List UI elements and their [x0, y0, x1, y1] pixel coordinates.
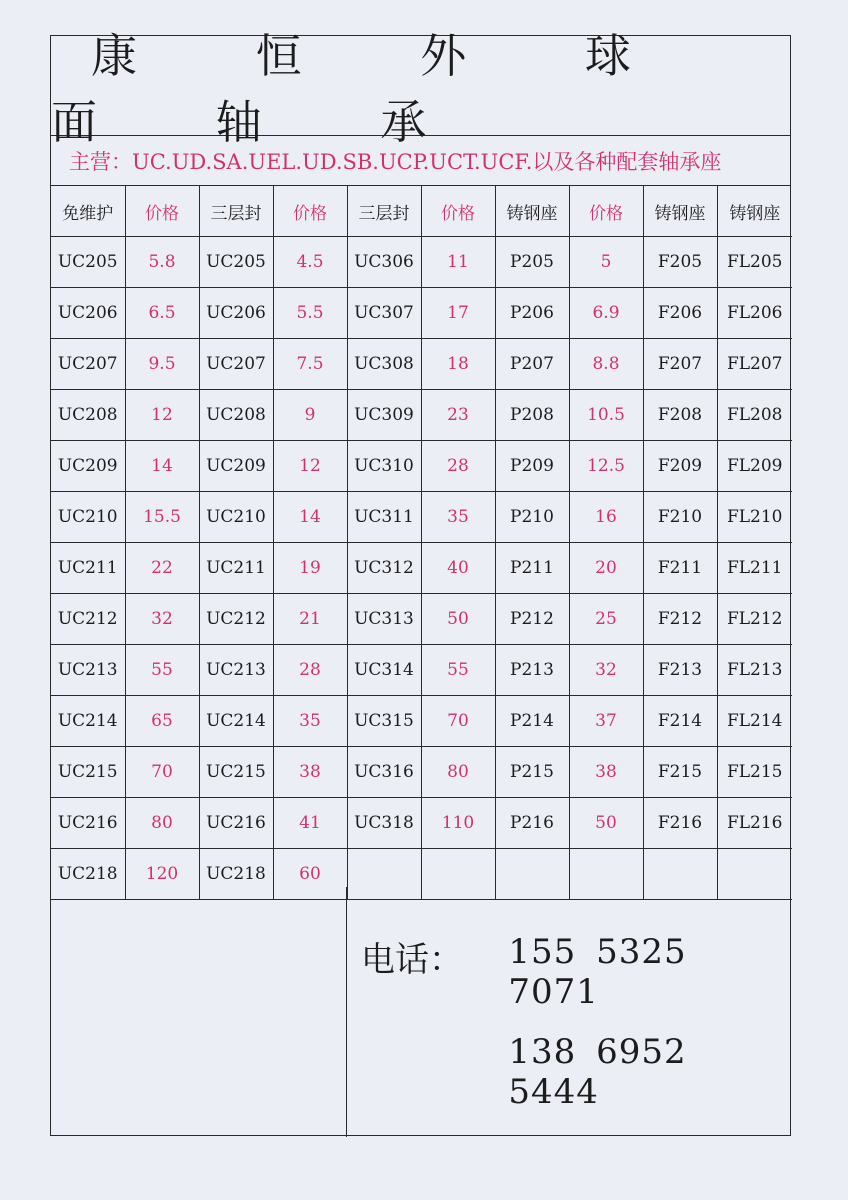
price-cell: 65	[125, 696, 199, 747]
price-cell: 23	[421, 390, 495, 441]
phone-block	[361, 932, 792, 1132]
model-cell: UC312	[347, 543, 421, 594]
model-cell: UC210	[199, 492, 273, 543]
price-cell: 21	[273, 594, 347, 645]
model-cell: P215	[495, 747, 569, 798]
column-header: 三层封	[199, 186, 273, 237]
table-header-row	[51, 186, 792, 237]
price-cell: 80	[421, 747, 495, 798]
model-cell: UC205	[51, 237, 125, 288]
price-cell: 50	[569, 798, 643, 849]
model-cell: F213	[643, 645, 717, 696]
model-cell: F208	[643, 390, 717, 441]
table-row	[51, 390, 792, 441]
model-cell: FL209	[717, 441, 792, 492]
price-cell: 9	[273, 390, 347, 441]
model-cell: UC311	[347, 492, 421, 543]
price-cell: 12	[125, 390, 199, 441]
price-cell: 28	[273, 645, 347, 696]
price-cell: 19	[273, 543, 347, 594]
model-cell: UC314	[347, 645, 421, 696]
model-cell: F216	[643, 798, 717, 849]
price-cell: 6.9	[569, 288, 643, 339]
price-cell: 60	[273, 849, 347, 900]
phone-label: 电话：	[361, 940, 463, 980]
price-cell: 38	[273, 747, 347, 798]
price-cell: 35	[421, 492, 495, 543]
column-header: 免维护	[51, 186, 125, 237]
model-cell: F207	[643, 339, 717, 390]
blank-panel	[51, 887, 347, 1137]
model-cell: UC211	[51, 543, 125, 594]
table-row	[51, 798, 792, 849]
model-cell: UC215	[51, 747, 125, 798]
model-cell: FL205	[717, 237, 792, 288]
model-cell: UC205	[199, 237, 273, 288]
model-cell: UC218	[199, 849, 273, 900]
price-cell: 7.5	[273, 339, 347, 390]
model-cell: UC318	[347, 798, 421, 849]
price-cell: 32	[569, 645, 643, 696]
contact-section	[51, 887, 792, 1137]
price-cell: 20	[569, 543, 643, 594]
price-cell: 25	[569, 594, 643, 645]
model-cell: F206	[643, 288, 717, 339]
model-cell: P208	[495, 390, 569, 441]
table-row	[51, 543, 792, 594]
price-cell: 14	[273, 492, 347, 543]
price-cell: 28	[421, 441, 495, 492]
price-cell: 22	[125, 543, 199, 594]
table-row	[51, 645, 792, 696]
price-cell: 35	[273, 696, 347, 747]
model-cell: F215	[643, 747, 717, 798]
price-cell: 15.5	[125, 492, 199, 543]
model-cell: P205	[495, 237, 569, 288]
model-cell: P212	[495, 594, 569, 645]
model-cell: UC209	[199, 441, 273, 492]
model-cell: UC310	[347, 441, 421, 492]
model-cell: P209	[495, 441, 569, 492]
model-cell: UC213	[51, 645, 125, 696]
price-header: 价格	[421, 186, 495, 237]
model-cell: FL213	[717, 645, 792, 696]
model-cell: UC316	[347, 747, 421, 798]
model-cell: FL215	[717, 747, 792, 798]
column-header: 铸钢座	[717, 186, 792, 237]
model-cell: FL211	[717, 543, 792, 594]
price-cell: 17	[421, 288, 495, 339]
model-cell: UC309	[347, 390, 421, 441]
price-cell: 5.8	[125, 237, 199, 288]
price-cell: 11	[421, 237, 495, 288]
model-cell: FL216	[717, 798, 792, 849]
price-cell: 55	[421, 645, 495, 696]
price-cell: 110	[421, 798, 495, 849]
model-cell: UC218	[51, 849, 125, 900]
table-row	[51, 696, 792, 747]
model-cell: UC207	[199, 339, 273, 390]
price-cell: 80	[125, 798, 199, 849]
model-cell: FL206	[717, 288, 792, 339]
price-cell: 10.5	[569, 390, 643, 441]
price-cell: 70	[125, 747, 199, 798]
model-cell: F210	[643, 492, 717, 543]
model-cell: UC209	[51, 441, 125, 492]
price-header: 价格	[125, 186, 199, 237]
price-cell: 12	[273, 441, 347, 492]
model-cell: UC214	[199, 696, 273, 747]
model-cell: UC307	[347, 288, 421, 339]
model-cell: P214	[495, 696, 569, 747]
price-cell: 70	[421, 696, 495, 747]
model-cell: UC216	[51, 798, 125, 849]
model-cell: P206	[495, 288, 569, 339]
model-cell: FL207	[717, 339, 792, 390]
price-cell: 55	[125, 645, 199, 696]
price-cell: 14	[125, 441, 199, 492]
model-cell: FL208	[717, 390, 792, 441]
model-cell: UC213	[199, 645, 273, 696]
model-cell: UC211	[199, 543, 273, 594]
table-row	[51, 339, 792, 390]
price-cell: 120	[125, 849, 199, 900]
price-sheet	[50, 28, 791, 1136]
model-cell: UC214	[51, 696, 125, 747]
model-cell: F212	[643, 594, 717, 645]
price-cell: 4.5	[273, 237, 347, 288]
price-cell: 40	[421, 543, 495, 594]
model-cell: UC207	[51, 339, 125, 390]
model-cell: P210	[495, 492, 569, 543]
table-row	[51, 492, 792, 543]
price-cell: 6.5	[125, 288, 199, 339]
column-header: 三层封	[347, 186, 421, 237]
model-cell: P216	[495, 798, 569, 849]
model-cell: UC208	[51, 390, 125, 441]
model-cell: UC216	[199, 798, 273, 849]
price-table	[51, 186, 792, 900]
model-cell: UC313	[347, 594, 421, 645]
model-cell: FL214	[717, 696, 792, 747]
model-cell: UC206	[51, 288, 125, 339]
table-row	[51, 441, 792, 492]
model-cell: UC306	[347, 237, 421, 288]
model-cell: P213	[495, 645, 569, 696]
price-header: 价格	[569, 186, 643, 237]
price-cell: 5.5	[273, 288, 347, 339]
model-cell: UC308	[347, 339, 421, 390]
price-cell: 18	[421, 339, 495, 390]
price-cell: 5	[569, 237, 643, 288]
table-row	[51, 594, 792, 645]
model-cell: UC315	[347, 696, 421, 747]
price-cell: 32	[125, 594, 199, 645]
model-cell: P207	[495, 339, 569, 390]
business-scope: 主营：UC.UD.SA.UEL.UD.SB.UCP.UCT.UCF.以及各种配套轴承座	[51, 136, 790, 186]
model-cell: F205	[643, 237, 717, 288]
price-cell: 12.5	[569, 441, 643, 492]
price-cell: 38	[569, 747, 643, 798]
phone-number-2: 138 6952 5444	[508, 1032, 687, 1112]
price-cell: 50	[421, 594, 495, 645]
model-cell: P211	[495, 543, 569, 594]
model-cell: UC208	[199, 390, 273, 441]
price-cell: 16	[569, 492, 643, 543]
column-header: 铸钢座	[643, 186, 717, 237]
price-cell: 9.5	[125, 339, 199, 390]
price-header: 价格	[273, 186, 347, 237]
column-header: 铸钢座	[495, 186, 569, 237]
model-cell: UC210	[51, 492, 125, 543]
model-cell: F211	[643, 543, 717, 594]
page-title: 康 恒 外 球 面 轴 承	[51, 36, 790, 136]
price-cell: 37	[569, 696, 643, 747]
model-cell: F214	[643, 696, 717, 747]
model-cell: FL212	[717, 594, 792, 645]
model-cell: UC215	[199, 747, 273, 798]
model-cell: UC212	[199, 594, 273, 645]
price-cell: 8.8	[569, 339, 643, 390]
model-cell: UC206	[199, 288, 273, 339]
table-row	[51, 237, 792, 288]
model-cell: F209	[643, 441, 717, 492]
phone-number-1: 155 5325 7071	[508, 932, 687, 1012]
table-row	[51, 747, 792, 798]
price-cell: 41	[273, 798, 347, 849]
model-cell: UC212	[51, 594, 125, 645]
table-row	[51, 288, 792, 339]
model-cell: FL210	[717, 492, 792, 543]
